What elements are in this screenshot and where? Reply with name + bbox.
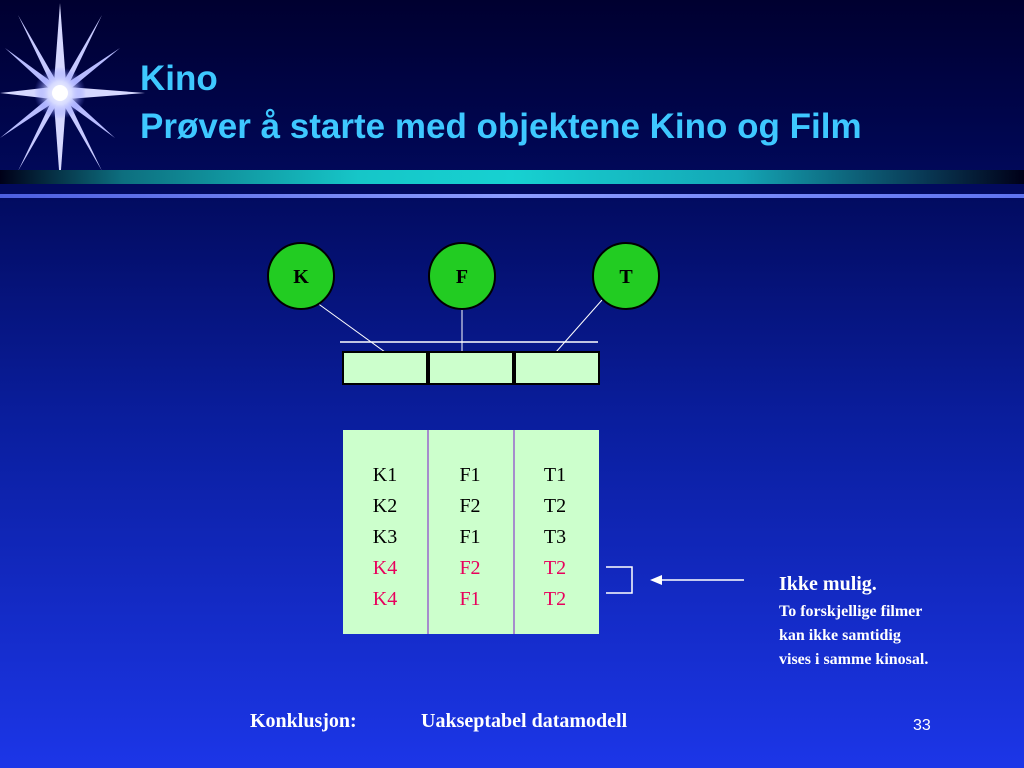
connector-k bbox=[313, 300, 385, 352]
table-cell: T2 bbox=[543, 495, 567, 517]
table-cell: K2 bbox=[372, 495, 398, 517]
table-column-k bbox=[343, 460, 427, 615]
table-column-t bbox=[513, 460, 597, 615]
note-heading: Ikke mulig. bbox=[779, 573, 877, 595]
table-cell-conflict: K4 bbox=[372, 557, 398, 579]
table-cell: T3 bbox=[543, 526, 567, 548]
relation-cell bbox=[343, 352, 427, 384]
slide-title: Kino bbox=[140, 59, 218, 98]
table-cell-conflict: K4 bbox=[372, 588, 398, 610]
table-column-f bbox=[428, 460, 512, 615]
table-cell: K3 bbox=[372, 526, 398, 548]
table-cell-conflict: T2 bbox=[543, 557, 567, 579]
table-cell-conflict: T2 bbox=[543, 588, 567, 610]
connector-t bbox=[556, 300, 602, 352]
conclusion-text: Uakseptabel datamodell bbox=[421, 710, 628, 732]
page-number: 33 bbox=[913, 717, 931, 734]
table-cell: F2 bbox=[459, 495, 481, 517]
relation-cell bbox=[429, 352, 513, 384]
table-cell-conflict: F1 bbox=[459, 588, 481, 610]
slide-subtitle: Prøver å starte med objektene Kino og Film bbox=[140, 107, 862, 146]
note-line: vises i samme kinosal. bbox=[779, 651, 929, 668]
entity-label-t: T bbox=[619, 266, 633, 288]
bracket-marker bbox=[606, 567, 632, 593]
table-cell-conflict: F2 bbox=[459, 557, 481, 579]
note-line: To forskjellige filmer bbox=[779, 603, 923, 620]
entity-label-f: F bbox=[455, 266, 469, 288]
table-cell: T1 bbox=[543, 464, 567, 486]
table-cell: F1 bbox=[459, 526, 481, 548]
table-cell: K1 bbox=[372, 464, 398, 486]
note-line: kan ikke samtidig bbox=[779, 627, 901, 644]
relation-cell bbox=[515, 352, 599, 384]
entity-label-k: K bbox=[293, 266, 309, 288]
conclusion-label: Konklusjon: bbox=[250, 710, 357, 732]
table-cell: F1 bbox=[459, 464, 481, 486]
arrow-head-icon bbox=[650, 575, 662, 585]
